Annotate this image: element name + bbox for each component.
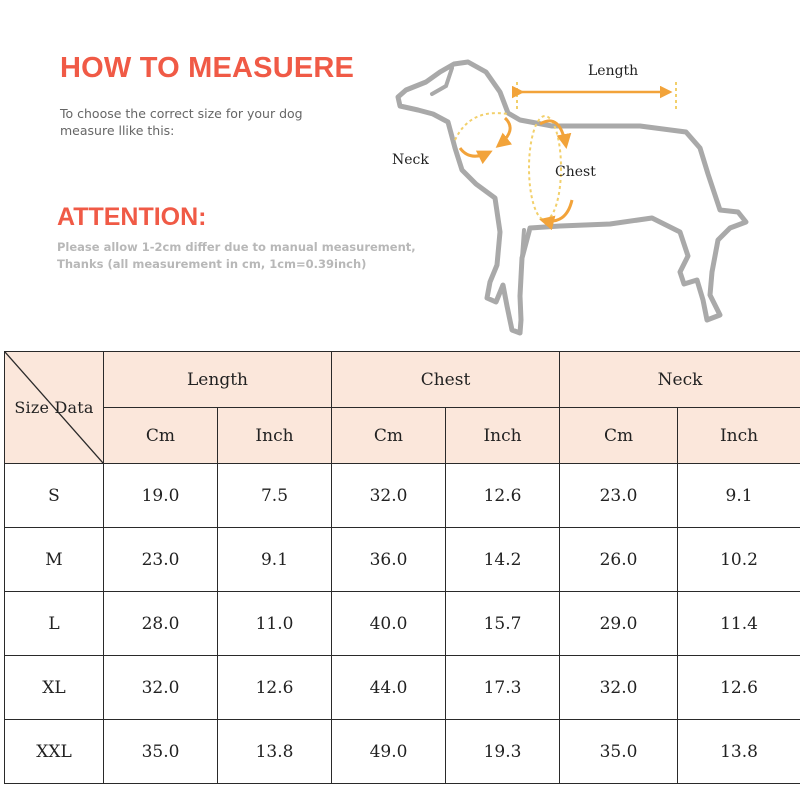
unit-header: Cm bbox=[560, 408, 678, 464]
unit-header: Inch bbox=[678, 408, 800, 464]
value-cell: 14.2 bbox=[446, 528, 560, 592]
unit-header: Inch bbox=[218, 408, 332, 464]
value-cell: 44.0 bbox=[332, 656, 446, 720]
value-cell: 12.6 bbox=[446, 464, 560, 528]
value-cell: 23.0 bbox=[560, 464, 678, 528]
size-cell: XXL bbox=[5, 720, 104, 784]
value-cell: 28.0 bbox=[104, 592, 218, 656]
value-cell: 32.0 bbox=[104, 656, 218, 720]
group-length: Length bbox=[104, 352, 332, 408]
dog-outline bbox=[398, 62, 746, 333]
value-cell: 7.5 bbox=[218, 464, 332, 528]
table-row bbox=[5, 656, 800, 720]
value-cell: 49.0 bbox=[332, 720, 446, 784]
attention-note bbox=[57, 239, 417, 273]
value-cell: 32.0 bbox=[332, 464, 446, 528]
size-data-corner bbox=[5, 352, 104, 464]
value-cell: 13.8 bbox=[678, 720, 800, 784]
chest-arrow-bottom bbox=[542, 200, 572, 221]
neck-arrow bbox=[460, 148, 490, 156]
neck-label: Neck bbox=[392, 152, 429, 168]
value-cell: 9.1 bbox=[218, 528, 332, 592]
value-cell: 19.0 bbox=[104, 464, 218, 528]
value-cell: 11.0 bbox=[218, 592, 332, 656]
size-cell: L bbox=[5, 592, 104, 656]
attention-line: Please allow 1-2cm differ due to manual measurement, bbox=[57, 240, 416, 254]
length-label: Length bbox=[588, 63, 639, 79]
attention-line: Thanks (all measurement in cm, 1cm=0.39inch) bbox=[57, 257, 367, 271]
value-cell: 36.0 bbox=[332, 528, 446, 592]
neck-guide bbox=[455, 113, 508, 140]
value-cell: 19.3 bbox=[446, 720, 560, 784]
size-chart-table bbox=[4, 351, 800, 784]
value-cell: 10.2 bbox=[678, 528, 800, 592]
unit-header: Cm bbox=[332, 408, 446, 464]
size-cell: M bbox=[5, 528, 104, 592]
size-data-label: Size Data bbox=[14, 397, 94, 417]
group-chest: Chest bbox=[332, 352, 560, 408]
size-cell: S bbox=[5, 464, 104, 528]
measure-instructions bbox=[60, 105, 360, 139]
page-title: HOW TO MEASUERE bbox=[60, 52, 355, 84]
neck-arrow-2 bbox=[498, 118, 510, 146]
header-row-groups bbox=[5, 352, 800, 408]
value-cell: 35.0 bbox=[104, 720, 218, 784]
unit-header: Cm bbox=[104, 408, 218, 464]
table-row bbox=[5, 720, 800, 784]
table-row bbox=[5, 528, 800, 592]
value-cell: 40.0 bbox=[332, 592, 446, 656]
value-cell: 12.6 bbox=[678, 656, 800, 720]
value-cell: 13.8 bbox=[218, 720, 332, 784]
header-row-units bbox=[5, 408, 800, 464]
value-cell: 29.0 bbox=[560, 592, 678, 656]
value-cell: 15.7 bbox=[446, 592, 560, 656]
table-row bbox=[5, 464, 800, 528]
instruction-line: measure llike this: bbox=[60, 123, 175, 138]
value-cell: 35.0 bbox=[560, 720, 678, 784]
chest-label: Chest bbox=[555, 164, 596, 180]
table-row bbox=[5, 592, 800, 656]
group-neck: Neck bbox=[560, 352, 800, 408]
value-cell: 9.1 bbox=[678, 464, 800, 528]
unit-header: Inch bbox=[446, 408, 560, 464]
size-cell: XL bbox=[5, 656, 104, 720]
value-cell: 12.6 bbox=[218, 656, 332, 720]
dog-inner-leg bbox=[522, 230, 524, 258]
instruction-line: To choose the correct size for your dog bbox=[60, 106, 303, 121]
value-cell: 11.4 bbox=[678, 592, 800, 656]
value-cell: 32.0 bbox=[560, 656, 678, 720]
value-cell: 17.3 bbox=[446, 656, 560, 720]
attention-heading: ATTENTION: bbox=[57, 203, 207, 231]
dog-measurement-diagram bbox=[385, 40, 765, 340]
value-cell: 26.0 bbox=[560, 528, 678, 592]
value-cell: 23.0 bbox=[104, 528, 218, 592]
